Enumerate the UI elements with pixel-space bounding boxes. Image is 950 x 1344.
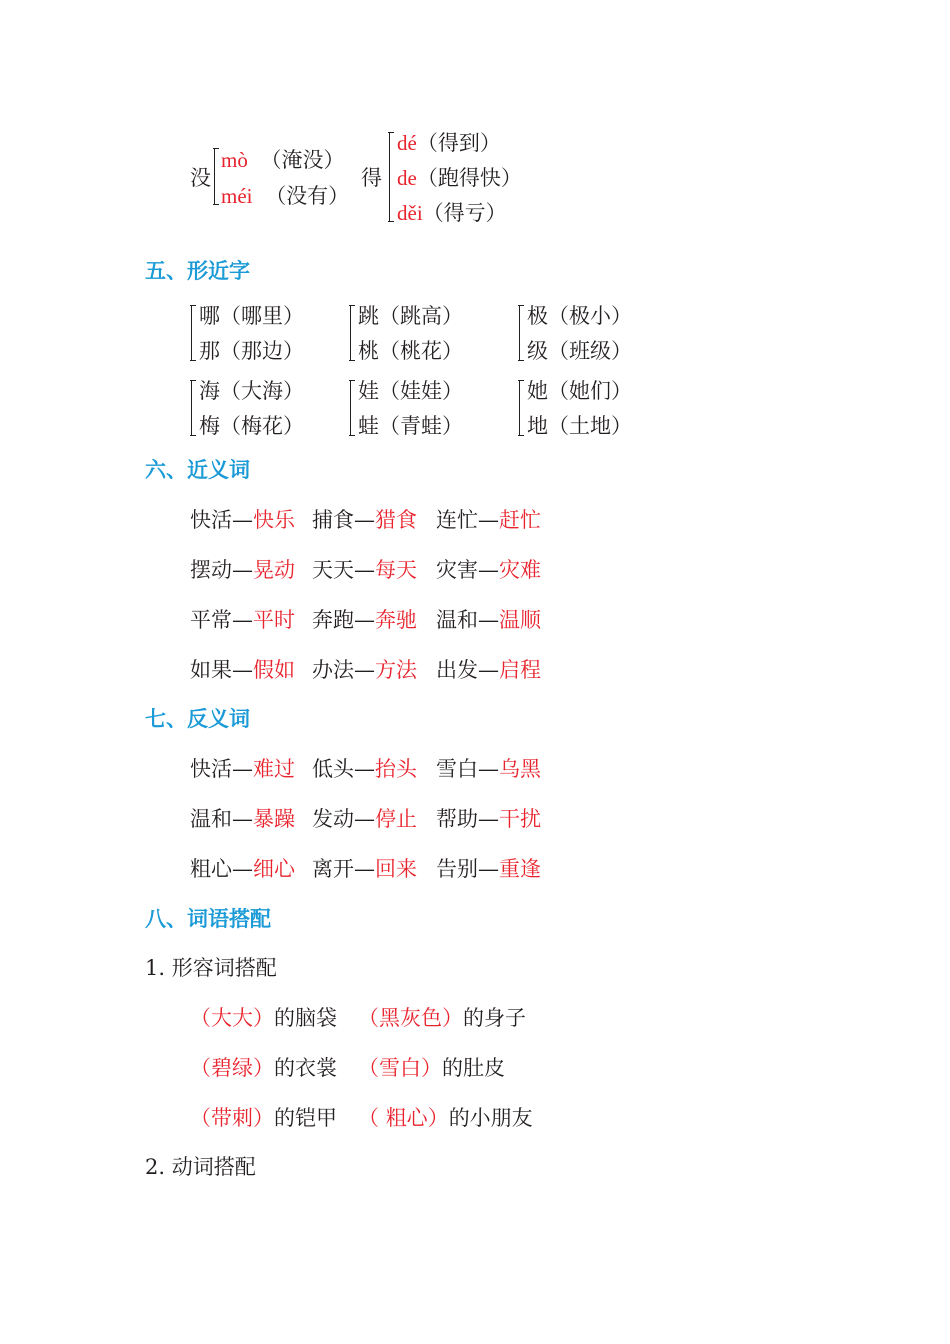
word-pair [190,806,295,832]
dash: — [478,857,499,881]
dash: — [354,508,375,532]
answer: 方法 [375,658,417,682]
word: 连忙 [436,508,478,532]
word: 发动 [312,807,354,831]
brace [519,380,520,436]
word-pair [312,507,417,533]
word: 离开 [312,857,354,881]
phrase: 的小朋友 [448,1106,533,1130]
answer: 乌黑 [499,757,541,781]
paren: ） [421,1056,442,1080]
collocation [190,1105,337,1131]
answer: 快乐 [253,508,295,532]
polyphone-line [397,200,507,226]
phrase: 的铠甲 [274,1106,337,1130]
brace [519,305,520,361]
similar-char: 她（她们） [527,379,632,403]
collocation [358,1005,526,1031]
collocation [190,1005,337,1031]
similar-char: 蛙（青蛙） [358,414,463,438]
section-title: 五、形近字 [145,259,250,283]
answer: 大大 [211,1006,253,1030]
answer: 黑灰色 [379,1006,442,1030]
dash: — [232,658,253,682]
word: 天天 [312,558,354,582]
word: 灾害 [436,558,478,582]
word-pair [312,806,417,832]
answer: 平时 [253,608,295,632]
word-pair [312,756,417,782]
word: 帮助 [436,807,478,831]
word-pair [190,557,295,583]
word-pair [436,657,541,683]
answer: 碧绿 [211,1056,253,1080]
answer: 细心 [253,857,295,881]
similar-char: 那（那边） [199,339,304,363]
dash: — [478,558,499,582]
answer: 抬头 [375,757,417,781]
dash: — [354,608,375,632]
dash: — [478,608,499,632]
pinyin: méi [221,184,253,208]
word-pair [190,856,295,882]
word: （跑得快） [416,166,522,190]
collocation [190,1055,337,1081]
word: 快活 [190,757,232,781]
phrase: 的身子 [463,1006,526,1030]
paren: ） [253,1006,274,1030]
word: 摆动 [190,558,232,582]
word: 办法 [312,658,354,682]
polyphone-line [221,183,349,209]
word-pair [436,507,541,533]
similar-char: 地（土地） [527,414,632,438]
answer: 暴躁 [253,807,295,831]
pinyin: mò [221,148,248,172]
paren: ） [253,1106,274,1130]
word-pair [436,557,541,583]
pinyin: dé [397,131,417,155]
paren: （ [190,1106,211,1130]
dash: — [232,857,253,881]
subsection-title: 2. 动词搭配 [145,1155,256,1179]
word: 粗心 [190,857,232,881]
word: 出发 [436,658,478,682]
paren: （ [190,1056,211,1080]
word-pair [312,607,417,633]
word: 温和 [436,608,478,632]
dash: — [232,757,253,781]
paren: （ [358,1056,379,1080]
dash: — [354,807,375,831]
answer: 猎食 [375,508,417,532]
collocation [358,1055,505,1081]
brace [350,305,351,361]
similar-char: 海（大海） [199,379,304,403]
dash: — [354,658,375,682]
word: （淹没） [260,148,345,172]
answer: 灾难 [499,558,541,582]
polyphone-line [397,130,501,156]
dash: — [354,757,375,781]
word: 告别 [436,857,478,881]
subsection-title: 1. 形容词搭配 [145,956,277,980]
paren: ） [253,1056,274,1080]
similar-char: 娃（娃娃） [358,379,463,403]
answer: 假如 [253,658,295,682]
answer: 停止 [375,807,417,831]
word-pair [436,856,541,882]
dash: — [232,508,253,532]
dash: — [232,558,253,582]
answer: 奔驰 [375,608,417,632]
phrase: 的脑袋 [274,1006,337,1030]
word-pair [312,557,417,583]
phrase: 的衣裳 [274,1056,337,1080]
answer: 温顺 [499,608,541,632]
answer: 回来 [375,857,417,881]
answer: 晃动 [253,558,295,582]
dash: — [478,508,499,532]
brace [214,148,215,205]
word-pair [190,607,295,633]
paren: ） [442,1006,463,1030]
paren: （ [358,1106,386,1130]
polyphone-char-mo: 没 [190,166,211,190]
word: 如果 [190,658,232,682]
word: 雪白 [436,757,478,781]
similar-char: 跳（跳高） [358,304,463,328]
brace [389,132,390,222]
dash: — [232,608,253,632]
similar-char: 梅（梅花） [199,414,304,438]
dash: — [478,757,499,781]
section-title: 六、近义词 [145,458,250,482]
similar-char: 级（班级） [527,339,632,363]
paren: ） [427,1106,449,1130]
similar-char: 极（极小） [527,304,632,328]
dash: — [232,807,253,831]
word: 捕食 [312,508,354,532]
answer: 干扰 [499,807,541,831]
word: 温和 [190,807,232,831]
word: （没有） [265,184,350,208]
dash: — [354,857,375,881]
word-pair [190,756,295,782]
word-pair [312,856,417,882]
answer: 带刺 [211,1106,253,1130]
section-title: 七、反义词 [145,707,250,731]
paren: （ [190,1006,211,1030]
answer: 每天 [375,558,417,582]
word-pair [436,756,541,782]
answer: 重逢 [499,857,541,881]
similar-char: 哪（哪里） [199,304,304,328]
pinyin: de [397,166,417,190]
answer: 粗心 [385,1106,428,1130]
phrase: 的肚皮 [442,1056,505,1080]
brace [191,380,192,436]
word: （得到） [416,131,501,155]
word-pair [190,657,295,683]
pinyin: děi [397,201,423,225]
dash: — [478,658,499,682]
answer: 雪白 [379,1056,421,1080]
polyphone-line [221,147,345,173]
similar-char: 桃（桃花） [358,339,463,363]
word: 低头 [312,757,354,781]
answer: 难过 [253,757,295,781]
answer: 赶忙 [499,508,541,532]
collocation [358,1105,533,1131]
word-pair [436,607,541,633]
word-pair [190,507,295,533]
word: 奔跑 [312,608,354,632]
word: 快活 [190,508,232,532]
polyphone-char-de: 得 [361,166,382,190]
answer: 启程 [499,658,541,682]
word: 平常 [190,608,232,632]
paren: （ [358,1006,379,1030]
word-pair [312,657,417,683]
brace [350,380,351,436]
brace [191,305,192,361]
polyphone-line [397,165,522,191]
dash: — [354,558,375,582]
word: （得亏） [422,201,507,225]
section-title: 八、词语搭配 [145,907,271,931]
dash: — [478,807,499,831]
word-pair [436,806,541,832]
